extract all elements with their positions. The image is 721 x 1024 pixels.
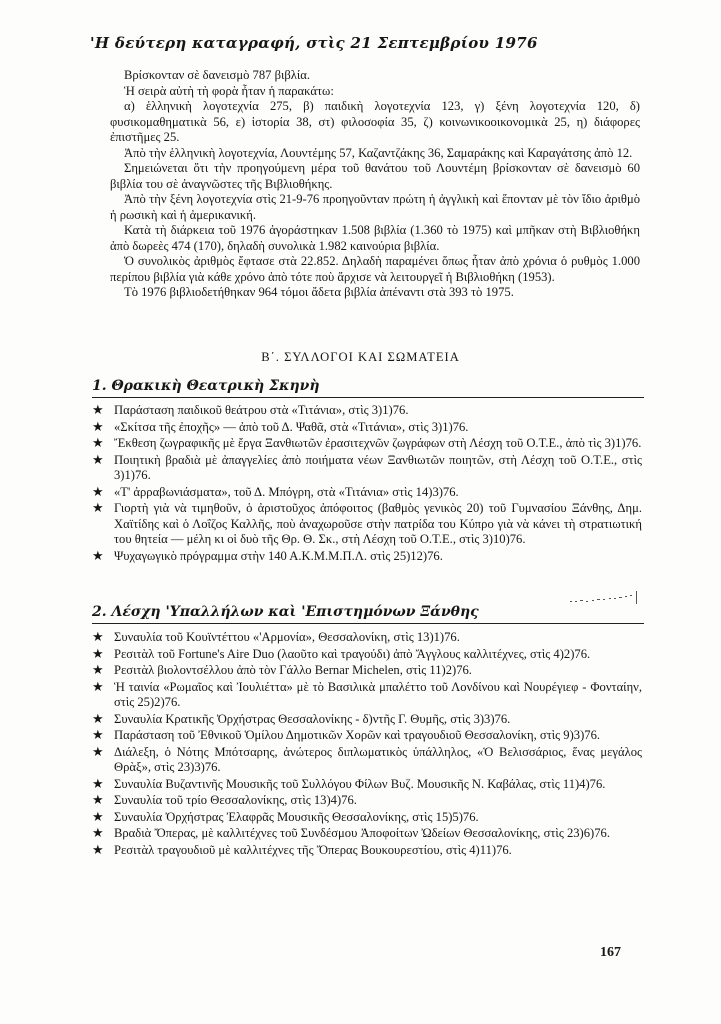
list-item <box>92 549 642 565</box>
list-item <box>92 843 642 859</box>
scan-artifact <box>568 591 642 605</box>
list-item <box>92 728 642 744</box>
star-icon: ★ <box>92 630 104 645</box>
list-item <box>92 436 642 452</box>
paragraph: α) ἑλληνικὴ λογοτεχνία 275, β) παιδικὴ λογοτεχνία 123, γ) ξένη λογοτεχνία 120, δ) φυσικομαθηματικὰ 56, ε) ἱστορία 38, στ) φιλοσοφία 35, ζ) κοινωνικοοικονομικὰ 25, η) διάφορες ἐπιστῆμες 25. <box>110 99 640 144</box>
list-item-text: Συναυλία τοῦ τρίο Θεσσαλονίκης, στὶς 13)4)76. <box>114 793 357 807</box>
list-item-text: Ἔκθεση ζωγραφικῆς μὲ ἔργα Ξανθιωτῶν ἐρασιτεχνῶν ζωγράφων στὴ Λέσχη τοῦ Ο.Τ.Ε., ἀπὸ τὶς 3)1)76. <box>114 436 642 450</box>
star-icon: ★ <box>92 826 104 841</box>
scan-dots <box>570 591 637 604</box>
star-icon: ★ <box>92 744 104 760</box>
event-list <box>92 630 642 859</box>
paragraph: Ἡ σειρὰ αὐτὴ τὴ φορὰ ἦταν ἡ παρακάτω: <box>124 83 334 98</box>
star-icon: ★ <box>92 452 104 468</box>
section-title: Β΄. ΣΥΛΛΟΓΟΙ ΚΑΙ ΣΩΜΑΤΕΙΑ <box>261 350 460 364</box>
star-icon: ★ <box>92 679 104 695</box>
paragraph: Βρίσκονταν σὲ δανεισμὸ 787 βιβλία. <box>124 68 311 82</box>
list-item-text: Συναυλία τοῦ Κουϊντέττου «'Αρμονία», Θεσσαλονίκη, στὶς 13)1)76. <box>114 630 460 644</box>
list-item-text: Γιορτὴ γιὰ νὰ τιμηθοῦν, ὁ ἀριστοῦχος ἀπόφοιτος (βαθμὸς γενικὸς 20) τοῦ Γυμνασίου Ξάνθης, Δημ. Χαϊτίδης καὶ ὁ Λοΐζος Καλλῆς, ποὺ ἀναχωροῦσε στὴν πατρίδα του Κύπρο γιὰ νὰ κάνει τὴ στρατιωτική του θητεία — μέλη κι οἱ δυὸ τῆς Θρ. Θ. Σκ., στὴ Λέσχη τοῦ Ο.Τ.Ε., στὶς 3)10)76. <box>114 501 642 546</box>
list-item <box>92 793 642 809</box>
star-icon: ★ <box>92 403 104 418</box>
list-item-text: «Τ' ἀρραβωνιάσματα», τοῦ Δ. Μπόγρη, στὰ «Τιτάνια» στὶς 14)3)76. <box>114 484 459 499</box>
star-icon: ★ <box>92 809 104 825</box>
star-icon: ★ <box>92 711 104 727</box>
list-item-text: Ρεσιτὰλ βιολοντσέλλου ἀπὸ τὸν Γάλλο Bernar Michelen, στὶς 11)2)76. <box>114 663 472 677</box>
list-item <box>92 712 642 728</box>
running-head: 'Η δεύτερη καταγραφή, στὶς 21 Σεπτεμβρίου 1976 <box>90 34 538 52</box>
star-icon: ★ <box>92 419 104 435</box>
star-icon: ★ <box>92 842 104 858</box>
subsection-rule <box>92 623 644 624</box>
list-item-text: Διάλεξη, ὁ Νότης Μπότσαρης, ἀνώτερος διπλωματικὸς ὑπάλληλος, «Ὁ Βελισσάριος, ἕνας μεγάλος Θρὰξ», στὶς 23)3)76. <box>114 744 642 774</box>
paragraph: Ἀπὸ τὴν ξένη λογοτεχνία στὶς 21-9-76 προηγοῦνταν πρώτη ἡ ἀγγλικὴ καὶ ἕπονταν μὲ τὸν ἴδιο ἀριθμὸ ἡ ρωσικὴ καὶ ἡ ἀμερικανική. <box>110 192 640 222</box>
list-item <box>92 826 642 842</box>
list-item-text: Συναυλία Κρατικῆς Ὀρχήστρας Θεσσαλονίκης - δ)ντῆς Γ. Θυμῆς, στὶς 3)3)76. <box>114 711 511 726</box>
subsection-rule <box>92 397 644 398</box>
event-list <box>92 403 642 565</box>
list-item <box>92 630 642 646</box>
star-icon: ★ <box>92 484 104 500</box>
star-icon: ★ <box>92 663 104 678</box>
list-item-text: Ρεσιτὰλ τραγουδιοῦ μὲ καλλιτέχνες τῆς Ὄπερας Βουκουρεστίου, στὶς 4)11)76. <box>114 842 512 857</box>
list-item-text: Ποιητικὴ βραδιὰ μὲ ἀπαγγελίες ἀπὸ ποιήματα νέων Ξανθιωτῶν ποιητῶν, στὴ Λέσχη τοῦ Ο.Τ.Ε., στὶς 3)1)76. <box>114 452 642 482</box>
list-item-text: Παράσταση παιδικοῦ θεάτρου στὰ «Τιτάνια», στὶς 3)1)76. <box>114 403 409 417</box>
list-item <box>92 501 642 548</box>
list-item <box>92 810 642 826</box>
star-icon: ★ <box>92 436 104 451</box>
list-item <box>92 403 642 419</box>
list-item-text: Παράσταση τοῦ Ἐθνικοῦ Ὁμίλου Δημοτικῶν Χορῶν καὶ τραγουδιοῦ Θεσσαλονίκη, στὶς 9)3)76. <box>114 728 601 742</box>
list-item <box>92 453 642 484</box>
subsection-heading: 2. Λέσχη 'Υπαλλήλων καὶ 'Επιστημόνων Ξάνθης <box>92 604 479 620</box>
paragraph: Κατὰ τὴ διάρκεια τοῦ 1976 ἀγοράστηκαν 1.508 βιβλία (1.360 τὸ 1975) καὶ μπῆκαν στὴ Βιβλιοθήκη ἀπὸ δωρεὲς 474 (170), δηλαδὴ συνολικὰ 1.982 καινούρια βιβλία. <box>110 223 640 253</box>
star-icon: ★ <box>92 501 104 516</box>
list-item-text: Ρεσιτὰλ τοῦ Fortune's Aire Duo (λαοῦτο καὶ τραγούδι) ἀπὸ Ἄγγλους καλλιτέχνες, στὶς 4)2)76. <box>114 646 591 661</box>
star-icon: ★ <box>92 646 104 662</box>
star-icon: ★ <box>92 548 104 564</box>
list-item-text: Ἡ ταινία «Ρωμαῖος καὶ Ἰουλιέττα» μὲ τὸ Βασιλικὰ μπαλέττο τοῦ Λονδίνου καὶ Νουρέγιεφ - Φονταίην, στὶς 25)2)76. <box>114 679 642 709</box>
paragraph: Σημειώνεται ὅτι τὴν προηγούμενη μέρα τοῦ θανάτου τοῦ Λουντέμη βρίσκονταν σὲ δανεισμὸ 60 βιβλία του σὲ ἀναγνῶστες τῆς Βιβλιοθήκης. <box>110 161 640 191</box>
list-item-text: Συναυλία Βυζαντινῆς Μουσικῆς τοῦ Συλλόγου Φίλων Βυζ. Μουσικῆς Ν. Καβάλας, στὶς 11)4)76. <box>114 776 606 791</box>
list-item-text: Βραδιὰ Ὄπερας, μὲ καλλιτέχνες τοῦ Συνδέσμου Ἀποφοίτων Ὠδείων Θεσσαλονίκης, στὶς 23)6)76. <box>114 826 610 840</box>
list-item <box>92 663 642 679</box>
star-icon: ★ <box>92 776 104 792</box>
list-item <box>92 420 642 436</box>
star-icon: ★ <box>92 793 104 808</box>
body-text <box>110 68 640 301</box>
paragraph: Ὁ συνολικὸς ἀριθμὸς ἔφτασε στὰ 22.852. Δηλαδὴ παραμένει ὅπως ἦταν ἀπὸ χρόνια ὁ ρυθμὸς 1.000 περίπου βιβλία γιὰ κάθε χρόνο ἀπὸ τότε ποὺ ἄρχισε νὰ λειτουργεῖ ἡ Βιβλιοθήκη (1953). <box>110 254 640 284</box>
list-item <box>92 647 642 663</box>
list-item-text: Συναυλία Ὀρχήστρας Ἐλαφρᾶς Μουσικῆς Θεσσαλονίκης, στὶς 15)5)76. <box>114 809 479 824</box>
subsection-heading: 1. Θρακικὴ Θεατρικὴ Σκηνὴ <box>92 378 320 394</box>
list-item <box>92 680 642 711</box>
list-item <box>92 745 642 776</box>
page-number: 167 <box>600 945 621 960</box>
list-item-text: Ψυχαγωγικὸ πρόγραμμα στὴν 140 Α.Κ.Μ.Μ.Π.Λ. στὶς 25)12)76. <box>114 548 443 563</box>
paragraph: Τὸ 1976 βιβλιοδετήθηκαν 964 τόμοι ἄδετα βιβλία ἀπέναντι στὰ 393 τὸ 1975. <box>124 285 514 299</box>
star-icon: ★ <box>92 728 104 743</box>
list-item <box>92 777 642 793</box>
list-item-text: «Σκίτσα τῆς ἐποχῆς» — ἀπὸ τοῦ Δ. Ψαθᾶ, στὰ «Τιτάνια», στὶς 3)1)76. <box>114 419 469 434</box>
paragraph: Ἀπὸ τὴν ἑλληνικὴ λογοτεχνία, Λουντέμης 57, Καζαντζάκης 36, Σαμαράκης καὶ Καραγάτσης ἀπὸ 12. <box>124 145 633 160</box>
list-item <box>92 485 642 501</box>
